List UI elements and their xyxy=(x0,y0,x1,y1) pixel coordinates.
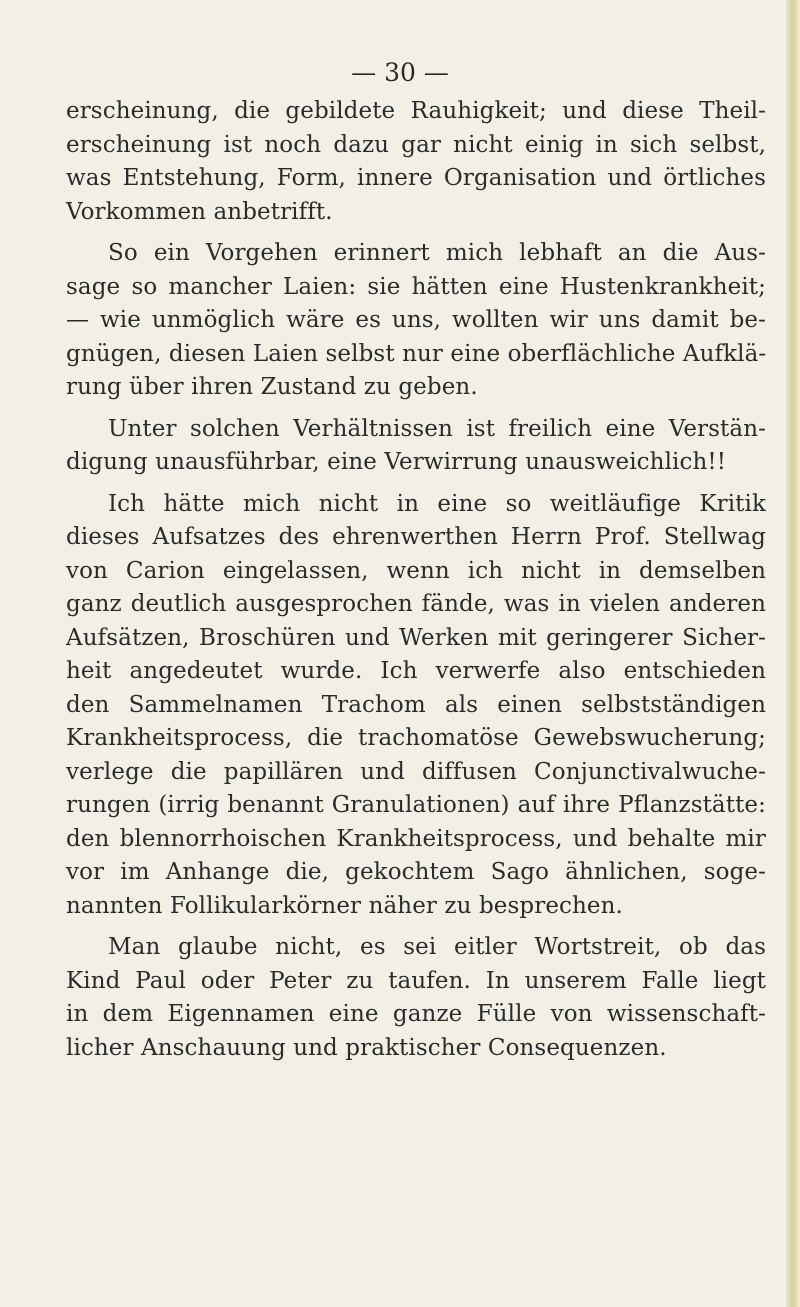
text-line: Unter solchen Verhältnissen ist freilich eine Verstän- xyxy=(108,415,766,442)
body-text xyxy=(66,95,766,1073)
text-line: Aufsätzen, Broschüren und Werken mit geringerer Sicher- xyxy=(66,624,766,651)
text-line: licher Anschauung und praktischer Consequenzen. xyxy=(66,1034,667,1061)
text-line: digung unausführbar, eine Verwirrung unausweichlich!! xyxy=(66,449,727,475)
text-line: Vorkommen anbetrifft. xyxy=(66,198,333,225)
text-line: den blennorrhoischen Krankheitsprocess, und behalte mir xyxy=(66,825,766,852)
text-line: nannten Follikularkörner näher zu besprechen. xyxy=(66,892,623,919)
text-line: Man glaube nicht, es sei eitler Wortstreit, ob das xyxy=(108,934,766,960)
text-line: rungen (irrig benannt Granulationen) auf ihre Pflanzstätte: xyxy=(66,792,766,818)
text-line: erscheinung ist noch dazu gar nicht einig in sich selbst, xyxy=(66,131,766,158)
text-line: erscheinung, die gebildete Rauhigkeit; und diese Theil- xyxy=(66,98,766,124)
text-line: gnügen, diesen Laien selbst nur eine oberflächliche Aufklä- xyxy=(66,340,767,367)
text-line: in dem Eigennamen eine ganze Fülle von wissenschaft- xyxy=(66,1001,766,1027)
text-line: Ich hätte mich nicht in eine so weitläufige Kritik xyxy=(108,490,766,517)
paragraph-5 xyxy=(66,931,766,1065)
text-line: sage so mancher Laien: sie hätten eine Hustenkrankheit; xyxy=(66,273,766,300)
text-line: dieses Aufsatzes des ehrenwerthen Herrn Prof. Stellwag xyxy=(66,524,766,550)
text-line: von Carion eingelassen, wenn ich nicht in demselben xyxy=(66,557,766,584)
text-line: So ein Vorgehen erinnert mich lebhaft an die Aus- xyxy=(108,240,766,266)
text-line: ganz deutlich ausgesprochen fände, was in vielen anderen xyxy=(66,591,766,617)
text-line: verlege die papillären und diffusen Conjunctivalwuche- xyxy=(66,758,766,785)
paragraph-2 xyxy=(66,237,766,405)
text-line: vor im Anhange die, gekochtem Sago ähnlichen, soge- xyxy=(66,859,766,885)
page-number: — 30 — xyxy=(351,58,449,87)
text-line: rung über ihren Zustand zu geben. xyxy=(66,374,478,400)
text-line: — wie unmöglich wäre es uns, wollten wir uns damit be- xyxy=(66,307,766,333)
text-line: heit angedeutet wurde. Ich verwerfe also entschieden xyxy=(66,658,766,684)
page-edge xyxy=(786,0,800,1307)
text-line: den Sammelnamen Trachom als einen selbstständigen xyxy=(66,691,766,718)
text-line: Krankheitsprocess, die trachomatöse Gewebswucherung; xyxy=(66,725,766,751)
text-line: was Entstehung, Form, innere Organisation und örtliches xyxy=(66,165,766,191)
paragraph-3 xyxy=(66,413,766,480)
paragraph-1 xyxy=(66,95,766,229)
paragraph-4 xyxy=(66,488,766,924)
text-line: Kind Paul oder Peter zu taufen. In unserem Falle liegt xyxy=(66,967,766,994)
